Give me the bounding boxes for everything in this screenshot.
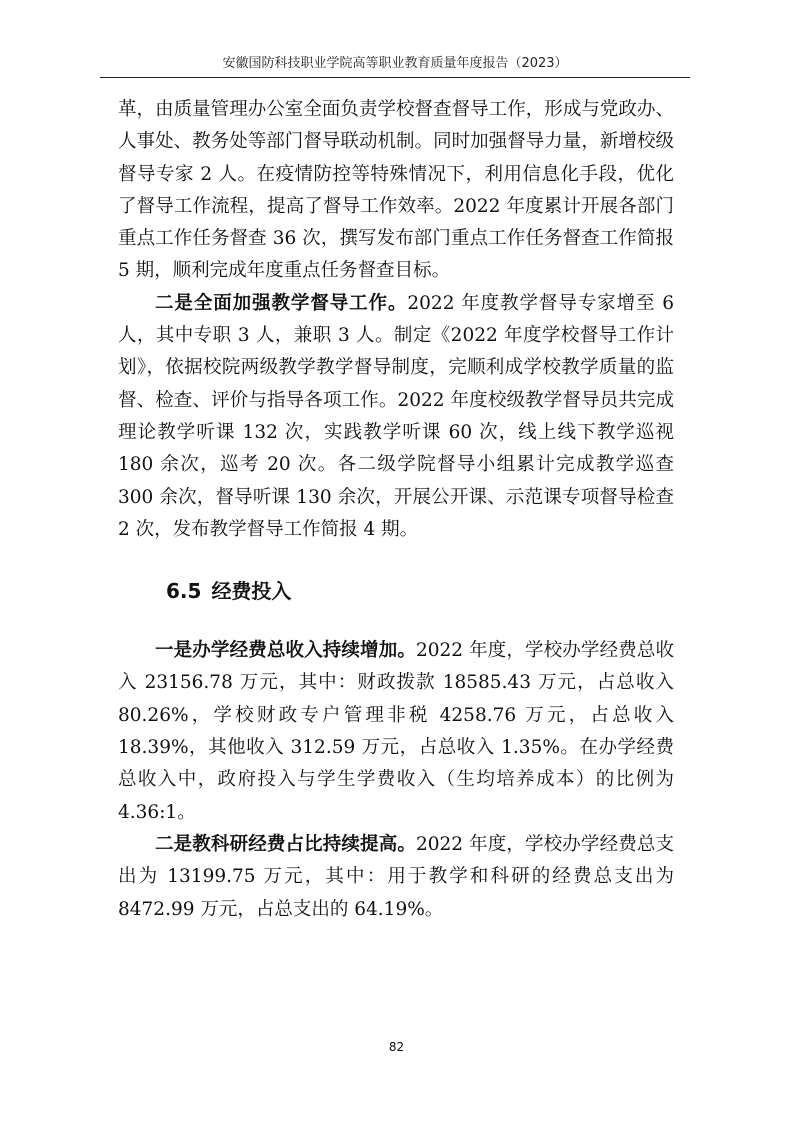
section-title: 经费投入 [211, 579, 292, 604]
paragraph-teaching-supervision [118, 288, 674, 546]
section-heading [166, 575, 674, 607]
paragraph-supervision-continued: 革，由质量管理办公室全面负责学校督查督导工作，形成与党政办、人事处、教务处等部门督导联动机制。同时加强督导力量，新增校级督导专家 2 人。在疫情防控等特殊情况下，利用信息化手段，优化了督导工作流程，提高了督导工作效率。2022 年度累计开展各部门重点工作任务督查 36 次，撰写发布部门重点工作任务督查工作简报 5 期，顺利完成年度重点任务督查目标。 [118, 99, 674, 282]
paragraph-lead: 二是全面加强教学督导工作。 [155, 292, 408, 314]
paragraph-income [118, 635, 674, 829]
paragraph-text: 2022 年度，学校办学经费总支出为 13199.75 万元，其中：用于教学和科研的经费总支出为 8472.99 万元，占总支出的 64.19%。 [118, 833, 674, 920]
paragraph-text: 2022 年度教学督导专家增至 6 人，其中专职 3 人，兼职 3 人。制定《2022 年度学校督导工作计划》，依据校院两级教学教学督导制度，完顺利成学校教学质量的监督、检查、评价与指导各项工作。2022 年度校级教学督导员共完成理论教学听课 132 次，实践教学听课 60 次，线上线下教学巡视 180 余次，巡考 20 次。各二级学院督导小组累计完成教学巡查 300 余次，督导听课 130 余次，开展公开课、示范课专项督导检查 2 次，发布教学督导工作简报 4 期。 [118, 292, 674, 540]
paragraph-research-funding [118, 829, 674, 926]
running-header: 安徽国防科技职业学院高等职业教育质量年度报告（2023） [222, 56, 568, 71]
section-number: 6.5 [166, 579, 202, 604]
paragraph-lead: 一是办学经费总收入持续增加。 [155, 640, 416, 662]
page-body [118, 94, 674, 926]
paragraph-lead: 二是教科研经费占比持续提高。 [155, 833, 416, 855]
header-rule [100, 77, 690, 78]
page-number: 82 [388, 1040, 405, 1054]
paragraph-text: 2022 年度，学校办学经费总收入 23156.78 万元，其中：财政拨款 18585.43 万元，占总收入 80.26%，学校财政专户管理非税 4258.76 万元，占总收入 18.39%，其他收入 312.59 万元，占总收入 1.35%。在办学经费总收入中，政府投入与学生学费收入（生均培养成本）的比例为 4.36:1。 [118, 640, 674, 823]
